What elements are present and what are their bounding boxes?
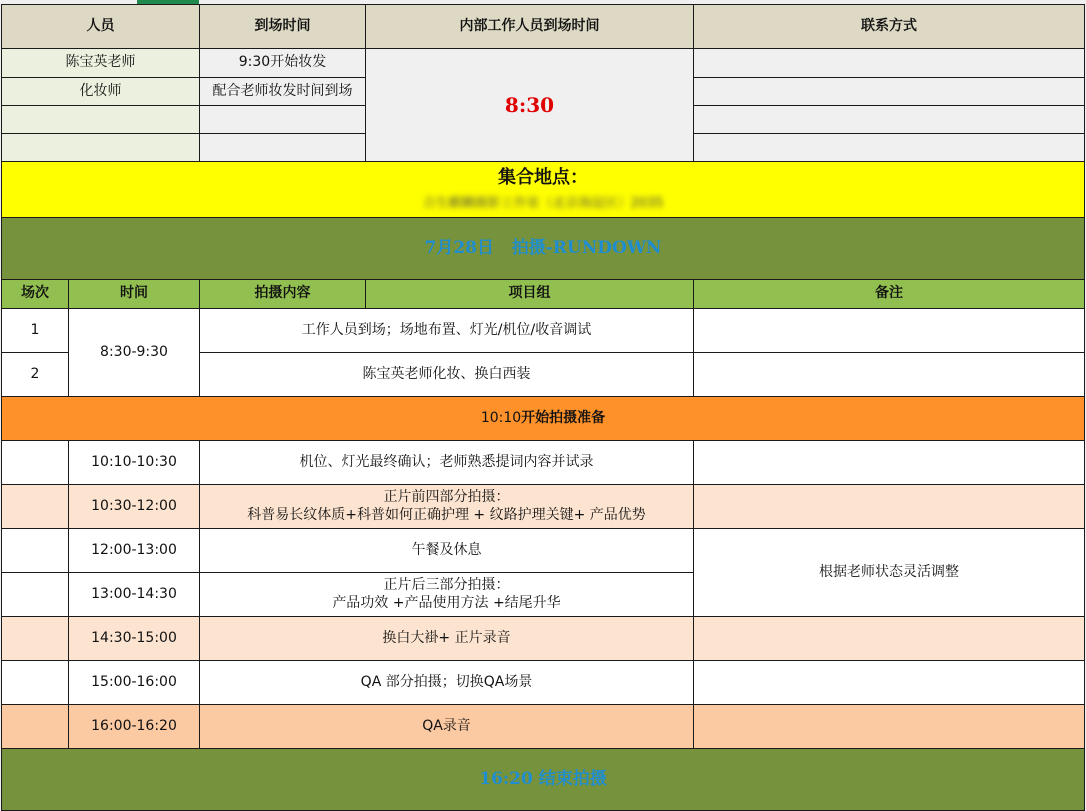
shoot-content-line2: 产品功效 +产品使用方法 +结尾升华 <box>332 594 561 611</box>
shoot-time[interactable]: 12:00-13:00 <box>69 529 200 573</box>
session-number[interactable] <box>2 617 69 661</box>
staff-contact[interactable] <box>694 106 1085 134</box>
shoot-content[interactable] <box>200 485 694 529</box>
meeting-place-address: 合生麒麟摄影工作室（北京海淀区）2035 <box>422 195 664 211</box>
session-number[interactable]: 1 <box>2 309 69 353</box>
shoot-content[interactable]: 午餐及休息 <box>200 529 694 573</box>
end-title-row <box>2 749 1085 811</box>
shoot-time[interactable]: 16:00-16:20 <box>69 705 200 749</box>
session-number[interactable] <box>2 705 69 749</box>
session-number[interactable] <box>2 529 69 573</box>
prep-time[interactable]: 8:30-9:30 <box>69 309 200 397</box>
end-title-cell[interactable] <box>2 749 1085 811</box>
prep-notes[interactable] <box>694 353 1085 397</box>
staff-person[interactable]: 陈宝英老师 <box>2 49 200 78</box>
shoot-time[interactable]: 13:00-14:30 <box>69 573 200 617</box>
day-title: 7月28日 拍摄-RUNDOWN <box>424 237 662 258</box>
shoot-row <box>2 617 1085 661</box>
staff-contact[interactable] <box>694 134 1085 162</box>
shoot-content-line2: 科普易长纹体质+科普如何正确护理 + 纹路护理关键+ 产品优势 <box>247 506 646 523</box>
shoot-notes[interactable] <box>694 485 1085 529</box>
shoot-time[interactable]: 10:30-12:00 <box>69 485 200 529</box>
shoot-notes[interactable] <box>694 705 1085 749</box>
internal-time-value: 8:30 <box>504 92 555 117</box>
shoot-content-line1: 正片前四部分拍摄： <box>383 489 510 505</box>
prep-row <box>2 309 1085 353</box>
prep-content[interactable]: 陈宝英老师化妆、换白西装 <box>200 353 694 397</box>
staff-row <box>2 49 1085 78</box>
header-internal-arrival: 内部工作人员到场时间 <box>366 5 694 49</box>
staff-arrival[interactable]: 9:30开始妆发 <box>200 49 366 78</box>
shoot-row <box>2 441 1085 485</box>
shoot-time[interactable]: 14:30-15:00 <box>69 617 200 661</box>
day-title-row <box>2 218 1085 280</box>
staff-contact[interactable] <box>694 78 1085 106</box>
start-banner-row <box>2 397 1085 441</box>
prep-notes[interactable] <box>694 309 1085 353</box>
session-number[interactable]: 2 <box>2 353 69 397</box>
start-banner-cell[interactable] <box>2 397 1085 441</box>
staff-person[interactable] <box>2 134 200 162</box>
header-person: 人员 <box>2 5 200 49</box>
shoot-notes[interactable] <box>694 617 1085 661</box>
shoot-row <box>2 485 1085 529</box>
shoot-content[interactable]: 换白大褂+ 正片录音 <box>200 617 694 661</box>
staff-arrival[interactable]: 配合老师妆发时间到场 <box>200 78 366 106</box>
session-number[interactable] <box>2 441 69 485</box>
staff-person[interactable] <box>2 106 200 134</box>
col-time: 时间 <box>69 280 200 309</box>
start-banner-text: 开始拍摄准备 <box>521 409 606 426</box>
rundown-sheet <box>1 4 1085 811</box>
header-contact: 联系方式 <box>694 5 1085 49</box>
shoot-time[interactable]: 10:10-10:30 <box>69 441 200 485</box>
shoot-notes[interactable] <box>694 661 1085 705</box>
header-arrival-time: 到场时间 <box>200 5 366 49</box>
staff-arrival[interactable] <box>200 106 366 134</box>
meeting-place-cell[interactable] <box>2 162 1085 218</box>
shoot-row <box>2 529 1085 573</box>
shoot-content-line1: 正片后三部分拍摄： <box>383 577 510 593</box>
shoot-content[interactable]: QA 部分拍摄；切换QA场景 <box>200 661 694 705</box>
shoot-time[interactable]: 15:00-16:00 <box>69 661 200 705</box>
end-title: 16:20 结束拍摄 <box>479 768 607 789</box>
meeting-place-label: 集合地点： <box>498 167 588 189</box>
session-number[interactable] <box>2 485 69 529</box>
staff-person[interactable]: 化妆师 <box>2 78 200 106</box>
schedule-header-row <box>2 280 1085 309</box>
day-title-cell[interactable] <box>2 218 1085 280</box>
shoot-content[interactable]: 机位、灯光最终确认；老师熟悉提词内容并试录 <box>200 441 694 485</box>
col-group: 项目组 <box>366 280 694 309</box>
internal-arrival-time[interactable] <box>366 49 694 162</box>
session-number[interactable] <box>2 573 69 617</box>
shoot-content[interactable]: QA录音 <box>200 705 694 749</box>
staff-header-row <box>2 5 1085 49</box>
session-number[interactable] <box>2 661 69 705</box>
shoot-row <box>2 705 1085 749</box>
meeting-place-row <box>2 162 1085 218</box>
shoot-notes[interactable]: 根据老师状态灵活调整 <box>694 529 1085 617</box>
col-session: 场次 <box>2 280 69 309</box>
shoot-notes[interactable] <box>694 441 1085 485</box>
staff-contact[interactable] <box>694 49 1085 78</box>
col-content: 拍摄内容 <box>200 280 366 309</box>
prep-content[interactable]: 工作人员到场；场地布置、灯光/机位/收音调试 <box>200 309 694 353</box>
start-banner-time: 10:10 <box>480 409 522 426</box>
shoot-row <box>2 661 1085 705</box>
shoot-content[interactable] <box>200 573 694 617</box>
col-notes: 备注 <box>694 280 1085 309</box>
staff-arrival[interactable] <box>200 134 366 162</box>
